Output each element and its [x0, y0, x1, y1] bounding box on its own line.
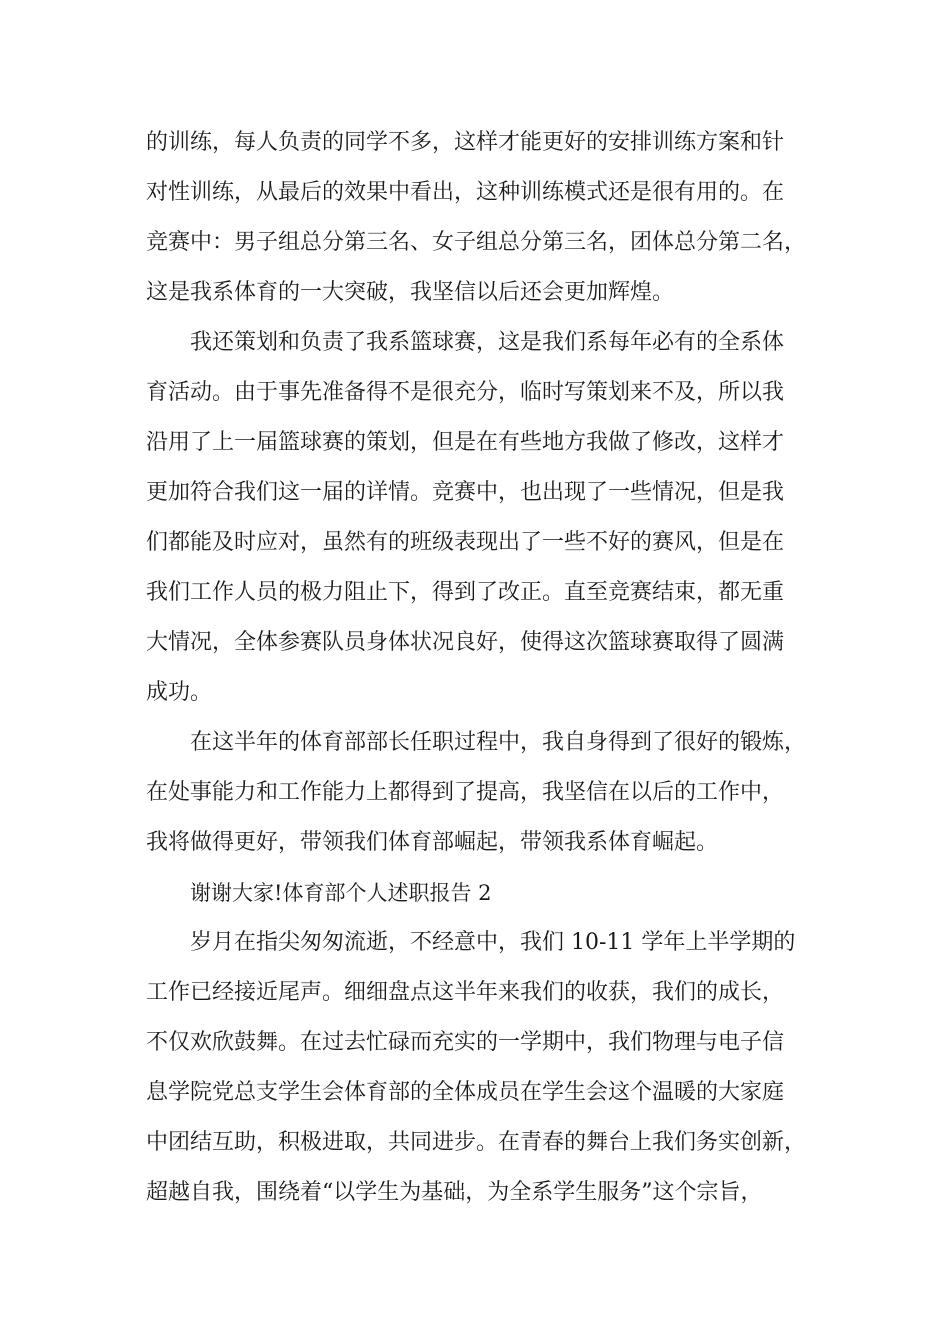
text-line-7: 沿用了上一届篮球赛的策划，但是在有些地方我做了修改，这样才: [146, 430, 785, 455]
document-body: [146, 118, 836, 1218]
section-heading: 谢谢大家!体育部个人述职报告 2: [190, 881, 492, 905]
text-line-13: 在这半年的体育部部长任职过程中，我自身得到了很好的锻炼，: [190, 730, 807, 755]
text-line-14: 在处事能力和工作能力上都得到了提高，我坚信在以后的工作中，: [146, 780, 785, 805]
text-line-1: 的训练，每人负责的同学不多，这样才能更好的安排训练方案和针: [146, 130, 785, 155]
text-line-3: 竞赛中：男子组总分第三名、女子组总分第三名，团体总分第二名，: [146, 230, 807, 255]
text-line-18: 工作已经接近尾声。细细盘点这半年来我们的收获，我们的成长，: [146, 980, 785, 1005]
text-line-9: 们都能及时应对，虽然有的班级表现出了一些不好的赛风，但是在: [146, 530, 785, 555]
text-line-17: 岁月在指尖匆匆流逝，不经意中，我们 10-11 学年上半学期的: [190, 930, 796, 955]
text-line-5: 我还策划和负责了我系篮球赛，这是我们系每年必有的全系体: [190, 330, 785, 355]
text-line-20: 息学院党总支学生会体育部的全体成员在学生会这个温暖的大家庭: [146, 1080, 785, 1105]
text-line-11: 大情况，全体参赛队员身体状况良好，使得这次篮球赛取得了圆满: [146, 630, 785, 655]
text-line-10: 我们工作人员的极力阻止下，得到了改正。直至竞赛结束，都无重: [146, 580, 785, 605]
text-line-2: 对性训练，从最后的效果中看出，这种训练模式还是很有用的。在: [146, 180, 785, 205]
text-line-6: 育活动。由于事先准备得不是很充分，临时写策划来不及，所以我: [146, 380, 785, 405]
text-line-12: 成功。: [146, 680, 213, 705]
text-line-19: 不仅欢欣鼓舞。在过去忙碌而充实的一学期中，我们物理与电子信: [146, 1030, 785, 1055]
text-line-22: 超越自我，围绕着“以学生为基础，为全系学生服务”这个宗旨，: [146, 1180, 763, 1205]
text-line-21: 中团结互助，积极进取，共同进步。在青春的舞台上我们务实创新，: [146, 1130, 807, 1155]
text-line-4: 这是我系体育的一大突破，我坚信以后还会更加辉煌。: [146, 280, 675, 305]
text-line-15: 我将做得更好，带领我们体育部崛起，带领我系体育崛起。: [146, 830, 719, 855]
text-line-8: 更加符合我们这一届的详情。竞赛中，也出现了一些情况，但是我: [146, 480, 785, 505]
